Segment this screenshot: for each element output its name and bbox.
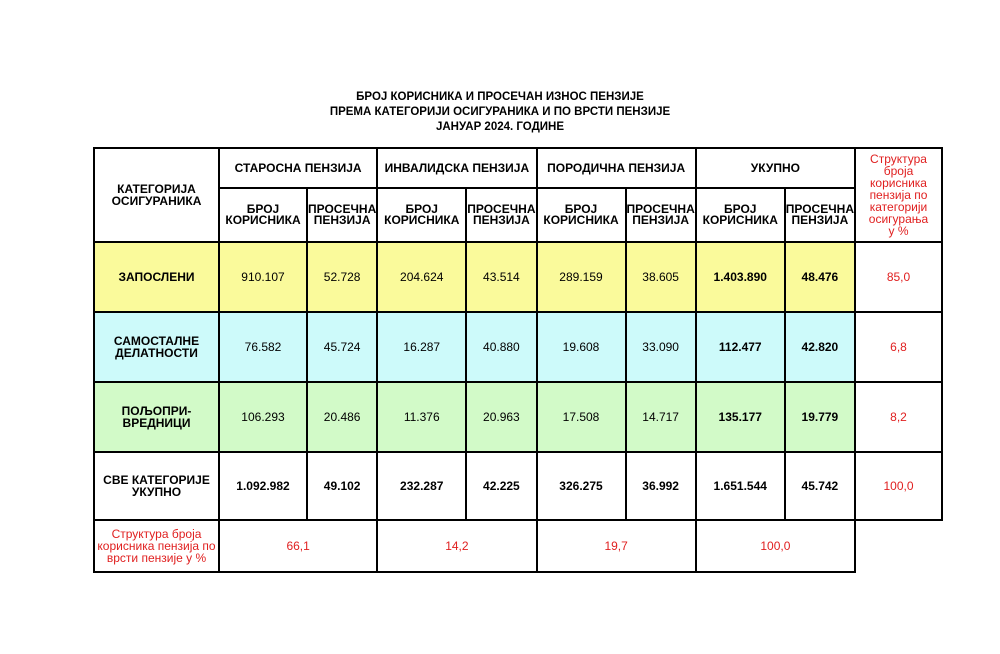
table-row [94,382,942,452]
cell-value: 106.293 [219,382,307,452]
cell-value: 42.225 [466,452,536,520]
cell-structure: 85,0 [855,242,942,312]
title-line-3: ЈАНУАР 2024. ГОДИНЕ [435,121,565,133]
cell-value: 232.287 [377,452,466,520]
cell-value: 1.092.982 [219,452,307,520]
cell-value: 326.275 [537,452,626,520]
cell-value: 40.880 [466,312,536,382]
subheader-count: БРОЈ КОРИСНИКА [377,188,466,242]
cell-value: 14.717 [626,382,696,452]
subheader-count: БРОЈ КОРИСНИКА [696,188,785,242]
table-row-total [94,452,942,520]
cell-value: 49.102 [307,452,377,520]
subheader-average: ПРОСЕЧНА ПЕНЗИЈА [785,188,855,242]
footer-structure-total: 100,0 [696,520,855,572]
footer-structure-old-age: 66,1 [219,520,377,572]
footer-structure-disability: 14,2 [377,520,536,572]
cell-structure: 100,0 [855,452,942,520]
cell-total-average: 48.476 [785,242,855,312]
table-row [94,242,942,312]
cell-value: 38.605 [626,242,696,312]
title-line-1: БРОЈ КОРИСНИКА И ПРОСЕЧАН ИЗНОС ПЕНЗИЈЕ [356,91,644,103]
title-line-2: ПРЕМА КАТЕГОРИЈИ ОСИГУРАНИКА И ПО ВРСТИ ПЕНЗИЈЕ [329,106,671,118]
header-group-old-age: СТАРОСНА ПЕНЗИЈА [219,148,377,188]
cell-total-average: 45.742 [785,452,855,520]
cell-value: 20.486 [307,382,377,452]
cell-structure: 8,2 [855,382,942,452]
cell-value: 11.376 [377,382,466,452]
table-row-structure [94,520,942,572]
cell-total-count: 112.477 [696,312,785,382]
cell-value: 16.287 [377,312,466,382]
subheader-count: БРОЈ КОРИСНИКА [219,188,307,242]
header-structure: Структура броја корисника пензија по категорији осигурања у % [855,148,942,242]
table-title [0,90,1000,135]
header-group-disability: ИНВАЛИДСКА ПЕНЗИЈА [377,148,536,188]
cell-total-count: 135.177 [696,382,785,452]
cell-value: 19.608 [537,312,626,382]
row-category: САМОСТАЛНЕ ДЕЛАТНОСТИ [94,312,219,382]
cell-value: 36.992 [626,452,696,520]
cell-value: 910.107 [219,242,307,312]
cell-structure: 6,8 [855,312,942,382]
empty-cell [855,520,942,572]
cell-value: 204.624 [377,242,466,312]
cell-value: 33.090 [626,312,696,382]
footer-structure-survivor: 19,7 [537,520,696,572]
cell-value: 52.728 [307,242,377,312]
row-category: ЗАПОСЛЕНИ [94,242,219,312]
subheader-average: ПРОСЕЧНА ПЕНЗИЈА [307,188,377,242]
cell-total-average: 42.820 [785,312,855,382]
row-category: СВЕ КАТЕГОРИЈЕ УКУПНО [94,452,219,520]
cell-value: 20.963 [466,382,536,452]
cell-total-count: 1.651.544 [696,452,785,520]
row-category: ПОЉОПРИ- ВРЕДНИЦИ [94,382,219,452]
subheader-average: ПРОСЕЧНА ПЕНЗИЈА [466,188,536,242]
cell-value: 43.514 [466,242,536,312]
cell-total-average: 19.779 [785,382,855,452]
subheader-count: БРОЈ КОРИСНИКА [537,188,626,242]
cell-value: 289.159 [537,242,626,312]
cell-value: 17.508 [537,382,626,452]
table-row [94,312,942,382]
cell-total-count: 1.403.890 [696,242,785,312]
cell-value: 76.582 [219,312,307,382]
header-group-total: УКУПНО [696,148,855,188]
pension-table [93,147,943,573]
header-category: КАТЕГОРИЈА ОСИГУРАНИКА [94,148,219,242]
cell-value: 45.724 [307,312,377,382]
footer-structure-label: Структура броја корисника пензија по врсти пензије у % [94,520,219,572]
header-group-survivor: ПОРОДИЧНА ПЕНЗИЈА [537,148,696,188]
subheader-average: ПРОСЕЧНА ПЕНЗИЈА [626,188,696,242]
